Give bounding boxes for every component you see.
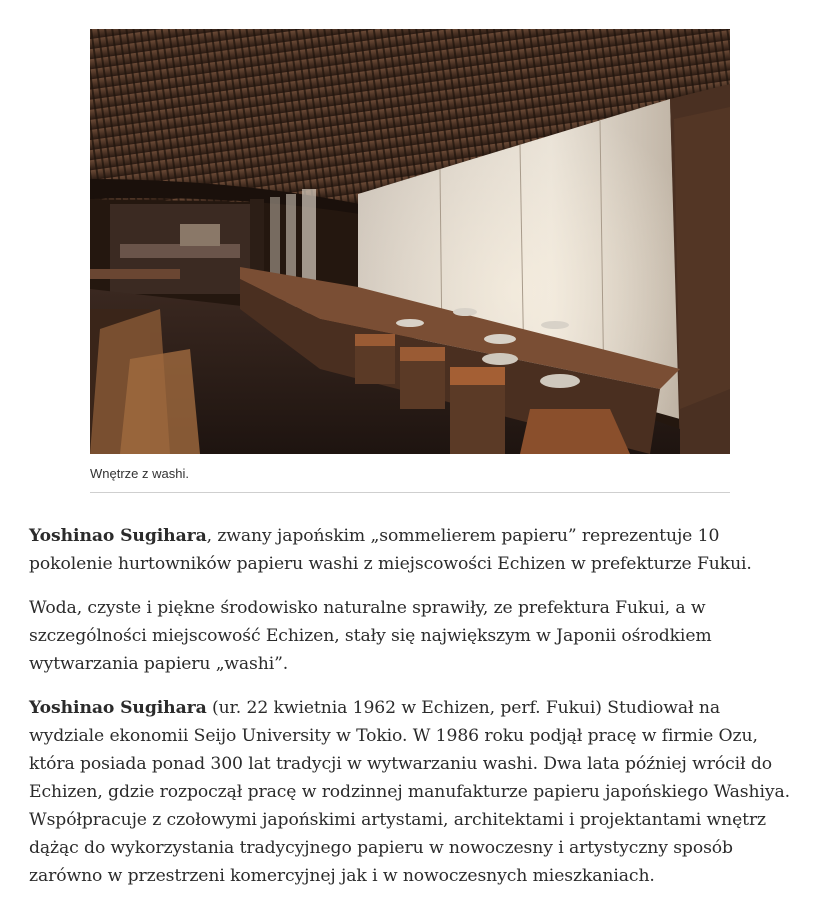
paragraph-biography bbox=[29, 694, 799, 890]
figure-caption: Wnętrze z washi. bbox=[90, 465, 730, 493]
paragraph-region bbox=[29, 594, 799, 678]
paragraph-text: (ur. 22 kwietnia 1962 w Echizen, perf. Fukui) Studiował na wydziale ekonomii Seijo University w Tokio. W 1986 roku podjął pracę w firmie Ozu, która posiada ponad 300 lat tradycji w wytwarzaniu washi. Dwa lata później wrócił do Echizen, gdzie rozpoczął pracę w rodzinnej manufakturze papieru japońskiego Washiya. Współpracuje z czołowymi japońskimi artystami, architektami i projektantami wnętrz dążąc do wykorzystania tradycyjnego papieru w nowoczesny i artystyczny sposób zarówno w przestrzeni komercyjnej jak i w nowoczesnych mieszkaniach. bbox=[29, 698, 791, 886]
person-name: Yoshinao Sugihara bbox=[29, 698, 207, 718]
paragraph-intro bbox=[29, 522, 799, 578]
article-body bbox=[29, 522, 799, 906]
paragraph-text: , zwany japońskim „sommelierem papieru” reprezentuje 10 pokolenie hurtowników papieru washi z miejscowości Echizen w prefekturze Fukui. bbox=[29, 526, 752, 574]
interior-photo bbox=[90, 29, 730, 454]
article-figure bbox=[90, 29, 730, 493]
paragraph-text: Woda, czyste i piękne środowisko naturalne sprawiły, ze prefektura Fukui, a w szczególności miejscowość Echizen, stały się największym w Japonii ośrodkiem wytwarzania papieru „washi”. bbox=[29, 598, 712, 674]
person-name: Yoshinao Sugihara bbox=[29, 526, 207, 546]
